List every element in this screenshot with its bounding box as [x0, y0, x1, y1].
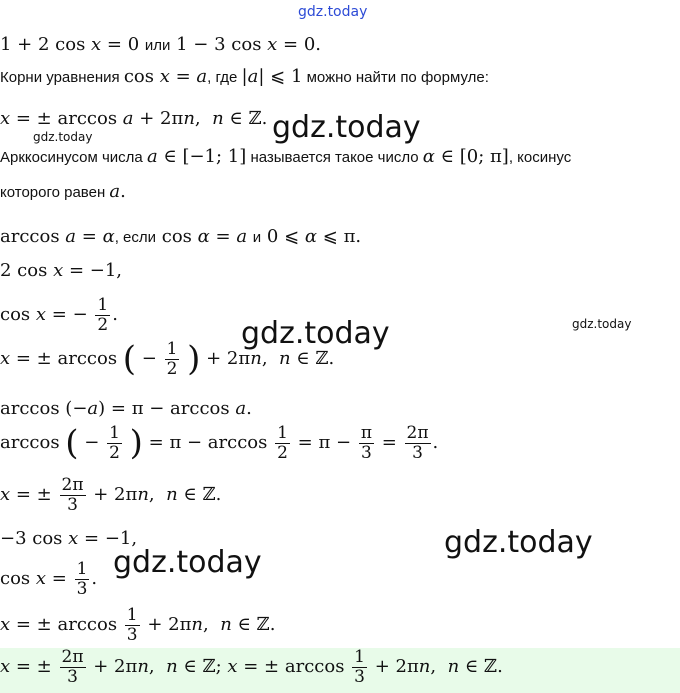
text-arccos-def: которого равен	[0, 184, 106, 201]
text-if: , если	[114, 229, 157, 246]
equation-line: x = ± arccos ( − $\frac{1}{2}$ ) + 2πn, n ∈ ℤ.	[0, 339, 335, 380]
answer-line: x = ± $\frac{2\pi}{3}$ + 2πn, n ∈ ℤ; x = ± arccos $\frac{1}{3}$ + 2πn, n ∈ ℤ.	[0, 647, 503, 687]
equation-line: 1 + 2 cos x = 0 или 1 − 3 cos x = 0.	[0, 34, 322, 55]
text-arccos-def: Арккосинусом числа	[0, 149, 143, 166]
watermark-large: gdz.today	[444, 525, 593, 560]
equation-line: arccos a = α, если cos α = a и 0 ⩽ α ⩽ π.	[0, 226, 362, 247]
text-can-find: можно найти по формуле:	[306, 69, 489, 86]
text-line: Корни уравнения cos x = a, где |a| ⩽ 1 можно найти по формуле:	[0, 66, 489, 87]
text-line: Арккосинусом числа a ∈ [−1; 1] называется такое число α ∈ [0; π], косинус	[0, 146, 572, 167]
text-and: и	[252, 229, 262, 246]
equation-line: x = ± $\frac{2\pi}{3}$ + 2πn, n ∈ ℤ.	[0, 475, 222, 515]
watermark-large: gdz.today	[272, 110, 421, 145]
text-line: которого равен a.	[0, 181, 126, 202]
watermark-small: gdz.today	[33, 130, 93, 144]
equation-line: arccos ( − $\frac{1}{2}$ ) = π − arccos $\frac{1}{2}$ = π − $\frac{\pi}{3}$ = $\frac{2\pi}{3}$ .	[0, 423, 439, 464]
equation-line: −3 cos x = −1,	[0, 528, 138, 549]
watermark-small: gdz.today	[572, 317, 632, 331]
equation-line: cos x = − $\frac{1}{2}$ .	[0, 295, 118, 335]
watermark-top: gdz.today	[298, 4, 368, 20]
equation-line: x = ± arccos a + 2πn, n ∈ ℤ.	[0, 108, 268, 129]
equation-line: x = ± arccos $\frac{1}{3}$ + 2πn, n ∈ ℤ.	[0, 605, 276, 645]
equation-line: cos x = $\frac{1}{3}$ .	[0, 559, 98, 599]
text-where: , где	[207, 69, 238, 86]
watermark-large: gdz.today	[113, 545, 262, 580]
text-arccos-def: , косинус	[508, 149, 572, 166]
text-or: или	[144, 37, 171, 54]
text-arccos-def: называется такое число	[250, 149, 419, 166]
equation-line: arccos (−a) = π − arccos a.	[0, 398, 252, 419]
text-roots: Корни уравнения	[0, 69, 120, 86]
watermark-large: gdz.today	[241, 316, 390, 351]
equation-line: 2 cos x = −1,	[0, 260, 122, 281]
